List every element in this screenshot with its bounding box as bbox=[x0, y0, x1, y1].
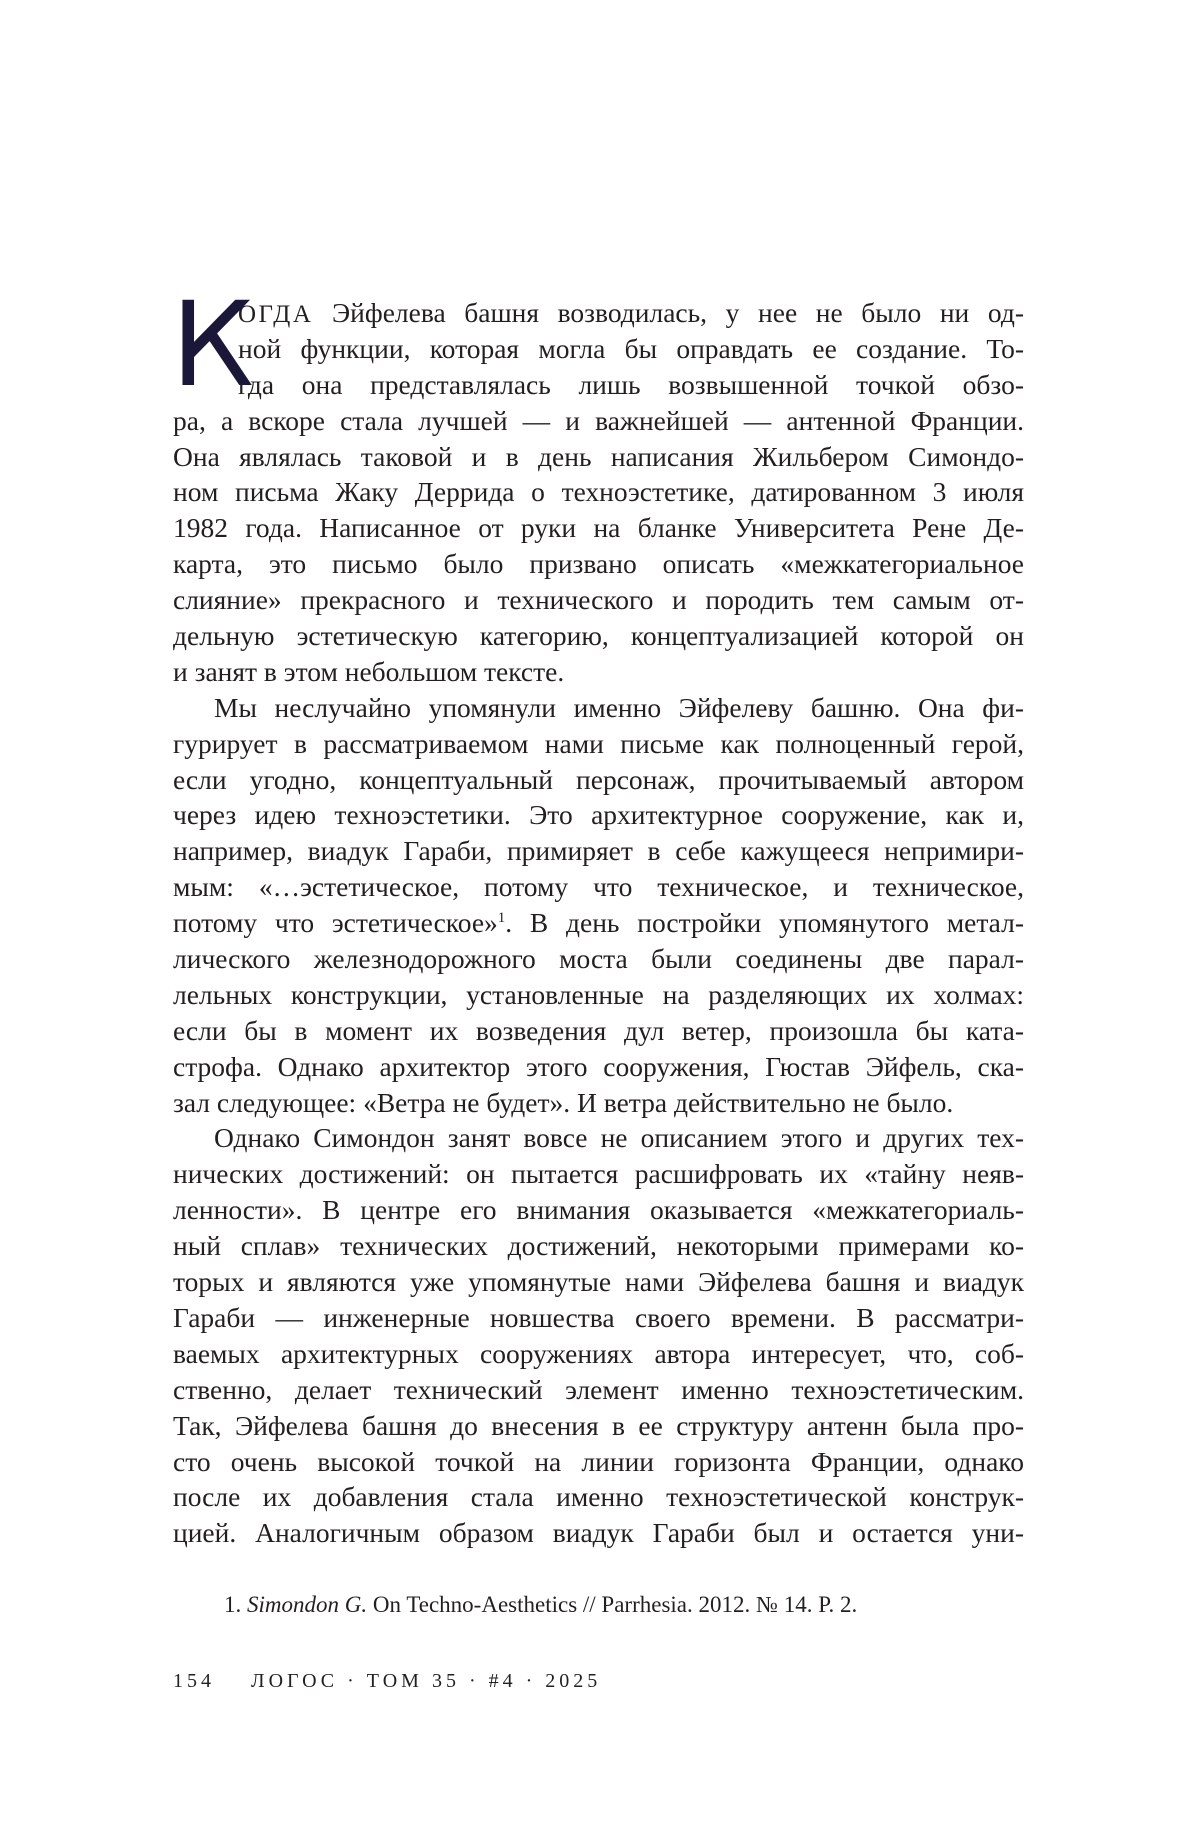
text-line: ном письма Жаку Деррида о техноэстетике, датированном 3 июля bbox=[173, 476, 1024, 508]
text-line: 1982 года. Написанное от руки на бланке Университета Рене Де- bbox=[173, 512, 1024, 544]
text-line: гда она представлялась лишь возвышенной точкой обзо- bbox=[238, 368, 1024, 400]
paragraph-3 bbox=[173, 1120, 1024, 1551]
text-line: Мы неслучайно упомянули именно Эйфелеву башню. Она фи- bbox=[214, 691, 1024, 723]
text-line: ра, а вскоре стала лучшей — и важнейшей — антенной Франции. bbox=[173, 404, 1024, 436]
text-line: Однако Симондон занят вовсе не описанием этого и других тех- bbox=[214, 1122, 1024, 1154]
drop-cap: К bbox=[171, 276, 253, 413]
text-line: сто очень высокой точкой на линии горизонта Франции, однако bbox=[173, 1445, 1024, 1477]
text-line: если бы в момент их возведения дул ветер, произошла бы ката- bbox=[173, 1014, 1024, 1046]
text-line: карта, это письмо было призвано описать «межкатегориальное bbox=[173, 548, 1024, 580]
footnote-author: Simondon G. bbox=[247, 1592, 368, 1617]
text-line: лельных конструкции, установленные на разделяющих их холмах: bbox=[173, 978, 1024, 1010]
text-line: после их добавления стала именно техноэстетической конструк- bbox=[173, 1481, 1024, 1513]
text-line: Гараби — инженерные новшества своего времени. В рассматри- bbox=[173, 1301, 1024, 1333]
text-line: например, виадук Гараби, примиряет в себе кажущееся непримири- bbox=[173, 835, 1024, 867]
text-line: торых и являются уже упомянутые нами Эйфелева башня и виадук bbox=[173, 1266, 1024, 1298]
text-line: мым: «…эстетическое, потому что техническое, и техническое, bbox=[173, 871, 1024, 903]
text-line: ОГДА Эйфелева башня возводилась, у нее не было ни од- bbox=[238, 297, 1024, 328]
text-line: потому что эстетическое»$^1$. В день постройки упомянутого метал- bbox=[173, 907, 1024, 939]
text-line: лического железнодорожного моста были соединены две парал- bbox=[173, 943, 1024, 975]
text-line: зал следующее: «Ветра не будет». И ветра действительно не было. bbox=[173, 1086, 954, 1118]
footnote bbox=[224, 1590, 857, 1620]
text-line: цией. Аналогичным образом виадук Гараби был и остается уни- bbox=[173, 1517, 1024, 1549]
paragraph-2 bbox=[173, 690, 1024, 1121]
text-line: ленности». В центре его внимания оказывается «межкатегориаль- bbox=[173, 1194, 1024, 1226]
text-line: Так, Эйфелева башня до внесения в ее структуру антенн была про- bbox=[173, 1409, 1024, 1441]
running-head: ЛОГОС · ТОМ 35 · #4 · 2025 bbox=[251, 1670, 602, 1692]
text-line: Она являлась таковой и в день написания Жильбером Симондо- bbox=[173, 440, 1024, 472]
footnote-citation: On Techno-Aesthetics // Parrhesia. 2012. № 14. P. 2. bbox=[367, 1592, 858, 1617]
footnote-number: 1. bbox=[224, 1592, 242, 1617]
text-line: ственно, делает технический элемент именно техноэстетическим. bbox=[173, 1373, 1024, 1405]
text-line: и занят в этом небольшом тексте. bbox=[173, 655, 565, 687]
text-line: ной функции, которая могла бы оправдать ее создание. То- bbox=[238, 332, 1024, 364]
text-line: нических достижений: он пытается расшифровать их «тайну неяв- bbox=[173, 1158, 1024, 1190]
text-line: ваемых архитектурных сооружениях автора интересует, что, соб- bbox=[173, 1337, 1024, 1369]
paragraph-1 bbox=[171, 276, 1024, 690]
text-line: слияние» прекрасного и технического и породить тем самым от- bbox=[173, 584, 1024, 616]
text-line: гурирует в рассматриваемом нами письме как полноценный герой, bbox=[173, 727, 1024, 759]
body-text bbox=[171, 276, 1024, 1551]
page-number: 154 bbox=[173, 1670, 215, 1692]
opening-small-caps: ОГДА bbox=[238, 301, 314, 328]
text-line: строфа. Однако архитектор этого сооружения, Гюстав Эйфель, ска- bbox=[173, 1050, 1024, 1082]
text-line: если угодно, концептуальный персонаж, прочитываемый автором bbox=[173, 763, 1024, 795]
text-line: ный сплав» технических достижений, некоторыми примерами ко- bbox=[173, 1230, 1024, 1262]
folio bbox=[173, 1670, 601, 1693]
text-line: через идею техноэстетики. Это архитектурное сооружение, как и, bbox=[173, 799, 1024, 831]
footnote-reference[interactable]: 1 bbox=[497, 909, 506, 926]
text-line: дельную эстетическую категорию, концептуализацией которой он bbox=[173, 620, 1024, 652]
